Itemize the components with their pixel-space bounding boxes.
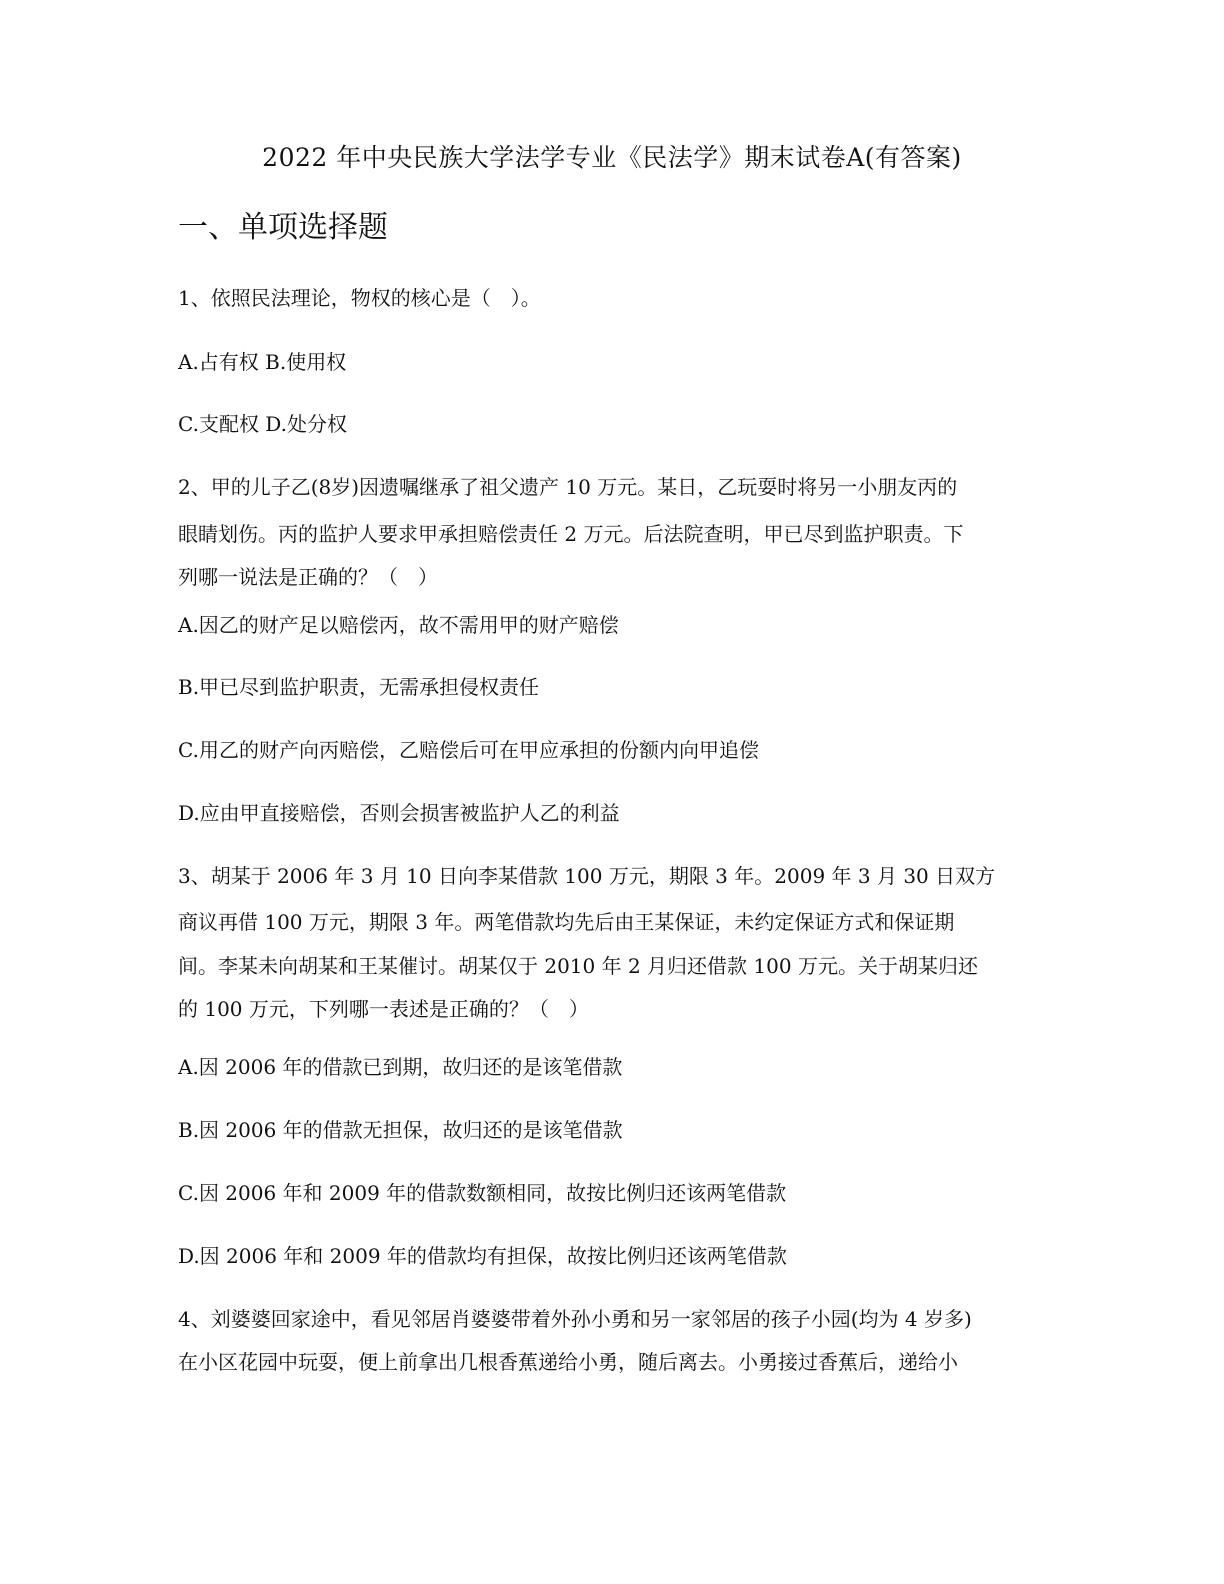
question-3-option-a: A.因 2006 年的借款已到期，故归还的是该笔借款 (178, 1055, 623, 1079)
question-2-stem-line-1: 2、甲的儿子乙(8岁)因遗嘱继承了祖父遗产 10 万元。某日，乙玩耍时将另一小朋友丙的 (178, 475, 958, 499)
question-1-option-cd: C.支配权 D.处分权 (178, 412, 347, 436)
question-3-option-c: C.因 2006 年和 2009 年的借款数额相同，故按比例归还该两笔借款 (178, 1181, 787, 1205)
question-3-stem-line-3: 间。李某未向胡某和王某催讨。胡某仅于 2010 年 2 月归还借款 100 万元。关于胡某归还 (178, 954, 978, 978)
section-heading: 一、单项选择题 (178, 210, 388, 245)
question-3-stem-line-1: 3、胡某于 2006 年 3 月 10 日向李某借款 100 万元，期限 3 年。2009 年 3 月 30 日双方 (178, 864, 996, 888)
document-title: 2022 年中央民族大学法学专业《民法学》期末试卷A(有答案) (262, 143, 962, 172)
question-2-stem-line-2: 眼睛划伤。丙的监护人要求甲承担赔偿责任 2 万元。后法院查明，甲已尽到监护职责。下 (178, 522, 964, 546)
question-1-stem: 1、依照民法理论，物权的核心是（ ）。 (178, 286, 541, 310)
question-4-stem-line-2: 在小区花园中玩耍，便上前拿出几根香蕉递给小勇，随后离去。小勇接过香蕉后，递给小 (178, 1350, 958, 1374)
question-2-option-b: B.甲已尽到监护职责，无需承担侵权责任 (178, 675, 540, 699)
question-2-option-a: A.因乙的财产足以赔偿丙，故不需用甲的财产赔偿 (178, 613, 619, 637)
question-3-stem-line-4: 的 100 万元，下列哪一表述是正确的？（ ） (178, 997, 589, 1021)
question-3-option-d: D.因 2006 年和 2009 年的借款均有担保，故按比例归还该两笔借款 (178, 1244, 787, 1268)
question-4-stem-line-1: 4、刘婆婆回家途中，看见邻居肖婆婆带着外孙小勇和另一家邻居的孩子小园(均为 4 岁多) (178, 1307, 972, 1331)
question-3-option-b: B.因 2006 年的借款无担保，故归还的是该笔借款 (178, 1118, 623, 1142)
question-2-stem-line-3: 列哪一说法是正确的？（ ） (178, 565, 438, 589)
question-1-option-ab: A.占有权 B.使用权 (178, 350, 347, 374)
question-3-stem-line-2: 商议再借 100 万元，期限 3 年。两笔借款均先后由王某保证，未约定保证方式和保证期 (178, 910, 955, 934)
question-2-option-c: C.用乙的财产向丙赔偿，乙赔偿后可在甲应承担的份额内向甲追偿 (178, 738, 759, 762)
question-2-option-d: D.应由甲直接赔偿，否则会损害被监护人乙的利益 (178, 801, 620, 825)
